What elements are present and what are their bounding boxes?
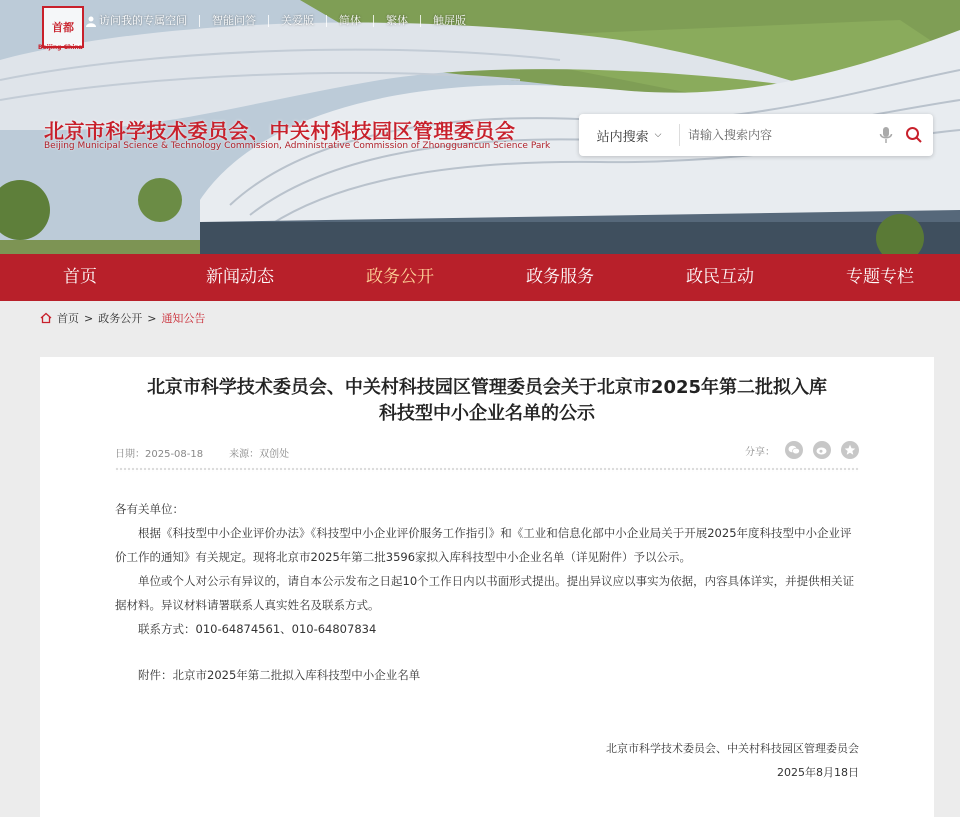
article-meta — [115, 445, 289, 460]
search-input[interactable] — [680, 127, 877, 143]
nav-item-topics[interactable]: 专题专栏 — [846, 267, 914, 287]
nav-item-government-affairs[interactable]: 政务公开 — [366, 267, 434, 287]
main-nav — [0, 254, 960, 301]
article-title: 北京市科学技术委员会、中关村科技园区管理委员会关于北京市2025年第二批拟入库科技型中小企业名单的公示 — [146, 377, 828, 424]
top-link-label: 访问我的专属空间 — [99, 14, 187, 27]
chevron-down-icon: ⌵ — [654, 130, 662, 140]
person-icon — [86, 16, 96, 27]
top-links — [86, 15, 478, 27]
site-subtitle: Beijing Municipal Science & Technology Commission, Administrative Commission of Zhongguancun Science Park — [44, 141, 551, 151]
breadcrumb-separator: > — [147, 311, 157, 325]
article-card — [40, 357, 934, 817]
signature-org: 北京市科学技术委员会、中关村科技园区管理委员会 — [606, 742, 859, 755]
wechat-icon[interactable] — [785, 441, 803, 459]
share-label: 分享： — [745, 446, 775, 458]
breadcrumb-home[interactable]: 首页 — [57, 312, 79, 325]
search-box — [579, 114, 933, 156]
logo-text: 首都 — [52, 21, 74, 34]
site-logo[interactable] — [42, 6, 84, 48]
top-link-simplified[interactable]: 简体 — [327, 15, 374, 27]
article-date: 日期：2025-08-18 — [115, 449, 204, 460]
top-link-my-space[interactable] — [86, 15, 200, 27]
paragraph: 单位或个人对公示有异议的，请自本公示发布之日起10个工作日内以书面形式提出。提出异议应以事实为依据，内容具体详实，并提供相关证据材料。异议材料请署联系人真实姓名及联系方式。 — [115, 574, 855, 612]
signature — [606, 737, 859, 785]
microphone-icon[interactable] — [877, 126, 895, 144]
attachment-link[interactable]: 附件：北京市2025年第二批拟入库科技型中小企业名单 — [138, 668, 421, 682]
contact-info: 联系方式：010-64874561、010-64807834 — [138, 622, 377, 636]
divider — [115, 467, 859, 472]
favorite-star-icon[interactable] — [841, 441, 859, 459]
top-link-touch[interactable]: 触屏版 — [433, 14, 466, 27]
home-icon — [40, 312, 52, 324]
breadcrumb-separator: > — [84, 311, 94, 325]
top-link-qa[interactable]: 智能问答 — [200, 15, 269, 27]
share-bar — [745, 441, 859, 459]
article-body — [115, 497, 859, 687]
nav-item-services[interactable]: 政务服务 — [526, 267, 594, 287]
top-link-traditional[interactable]: 繁体 — [374, 15, 421, 27]
article-source: 来源：双创处 — [229, 449, 290, 460]
breadcrumb-government-affairs[interactable]: 政务公开 — [98, 312, 143, 325]
search-scope-label: 站内搜索 — [596, 129, 649, 145]
nav-item-news[interactable]: 新闻动态 — [206, 267, 274, 287]
site-title[interactable]: 北京市科学技术委员会、中关村科技园区管理委员会 — [44, 119, 516, 143]
logo-subtext: Beijing·China — [38, 44, 83, 51]
paragraph: 根据《科技型中小企业评价办法》《科技型中小企业评价服务工作指引》和《工业和信息化部中小企业局关于开展2025年度科技型中小企业评价工作的通知》有关规定。现将北京市2025年第二批3596家拟入库科技型中小企业名单（详见附件）予以公示。 — [115, 526, 852, 564]
nav-item-home[interactable]: 首页 — [63, 267, 97, 287]
search-scope-dropdown[interactable] — [579, 124, 680, 146]
search-icon[interactable] — [905, 126, 923, 144]
salutation: 各有关单位： — [115, 502, 184, 516]
breadcrumb-notices[interactable]: 通知公告 — [161, 312, 206, 325]
nav-item-interaction[interactable]: 政民互动 — [686, 267, 754, 287]
top-link-care[interactable]: 关爱版 — [269, 15, 327, 27]
weibo-icon[interactable] — [813, 441, 831, 459]
signature-date: 2025年8月18日 — [777, 766, 859, 779]
breadcrumb — [40, 310, 205, 326]
header-banner — [0, 0, 960, 254]
